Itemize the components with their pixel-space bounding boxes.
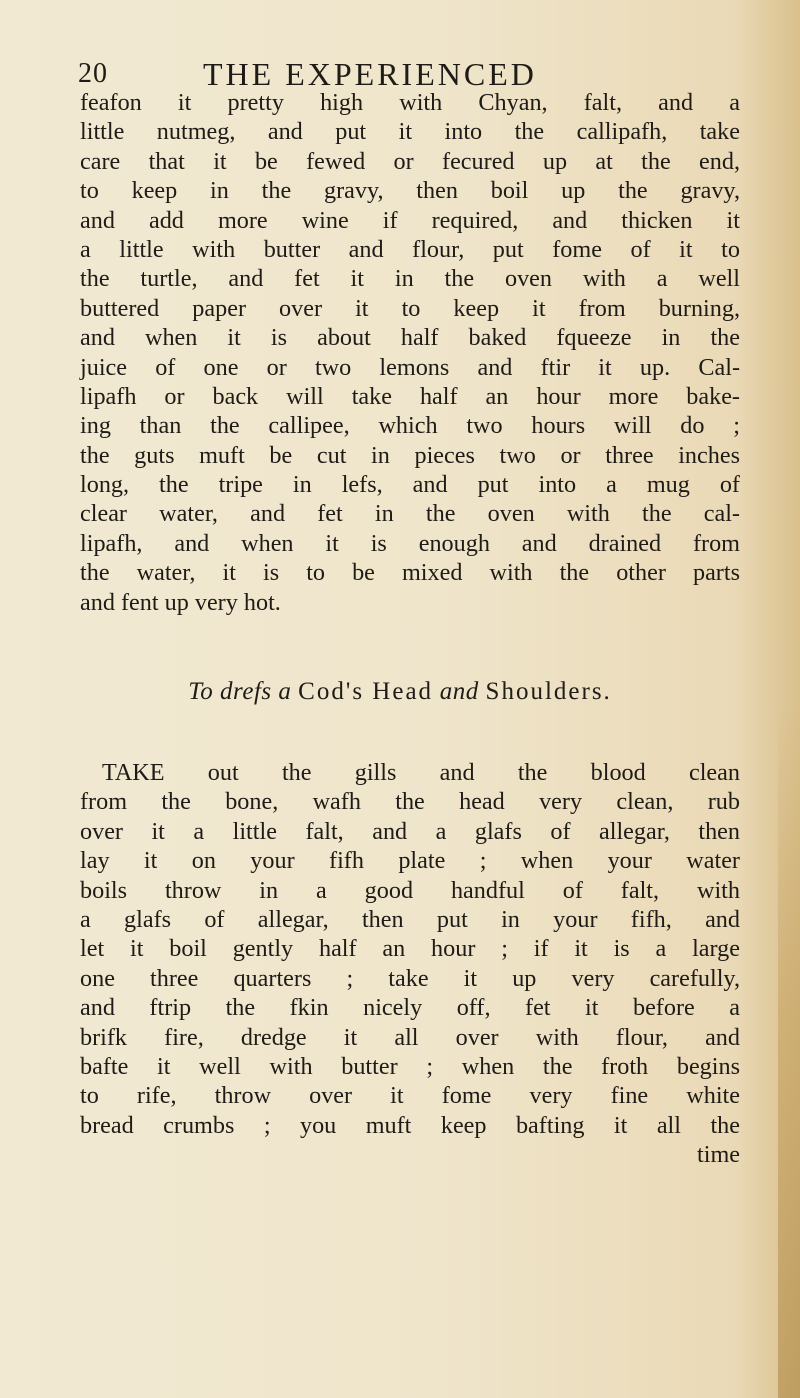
text-line: lipafh or back will take half an hour more bake- [80, 382, 740, 410]
text-line: let it boil gently half an hour ; if it is a large [80, 935, 740, 963]
text-line: and add more wine if required, and thicken it [80, 206, 740, 234]
running-head: THE EXPERIENCED [203, 56, 537, 92]
text-line: one three quarters ; take it up very carefully, [80, 964, 740, 992]
text-line: a glafs of allegar, then put in your fifh, and [80, 905, 740, 933]
text-line: to keep in the gravy, then boil up the gravy, [80, 177, 740, 205]
text-line: lay it on your fifh plate ; when your water [80, 847, 740, 875]
text-line: over it a little falt, and a glafs of allegar, then [80, 817, 740, 845]
paragraph-turtle-continued [80, 88, 740, 617]
page-edge-stain [778, 700, 800, 1398]
text-line: juice of one or two lemons and ftir it up. Cal- [80, 353, 740, 381]
text-line: TAKE out the gills and the blood clean [102, 759, 740, 786]
text-line: and when it is about half baked fqueeze in the [80, 324, 740, 352]
text-line: bread crumbs ; you muft keep bafting it all the [80, 1111, 740, 1139]
text-line: the water, it is to be mixed with the other parts [80, 559, 740, 587]
paragraph-cods-head [80, 758, 740, 1169]
text-line: the turtle, and fet it in the oven with a well [80, 265, 740, 293]
text-line: and ftrip the fkin nicely off, fet it before a [80, 994, 740, 1022]
text-line: lipafh, and when it is enough and drained from [80, 529, 740, 557]
catchword: time [697, 1141, 740, 1169]
text-line: buttered paper over it to keep it from burning, [80, 294, 740, 322]
text-line: the guts muft be cut in pieces two or three inches [80, 441, 740, 469]
heading-shoulders: Shoulders. [485, 678, 612, 705]
text-line: boils throw in a good handful of falt, with [80, 876, 740, 904]
text-line: clear water, and fet in the oven with the cal- [80, 500, 740, 528]
text-line: care that it be fewed or fecured up at the end, [80, 147, 740, 175]
text-line: little nutmeg, and put it into the callipafh, take [80, 118, 740, 146]
text-line: to rife, throw over it fome very fine white [80, 1082, 740, 1110]
text-line: from the bone, wafh the head very clean, rub [80, 788, 740, 816]
text-line: long, the tripe in lefs, and put into a mug of [80, 471, 740, 499]
heading-cods-head: Cod's Head [298, 678, 434, 705]
text-line: brifk fire, dredge it all over with flour, and [80, 1023, 740, 1051]
text-line: feafon it pretty high with Chyan, falt, and a [80, 89, 740, 116]
recipe-heading [0, 678, 800, 706]
text-line: a little with butter and flour, put fome of it to [80, 235, 740, 263]
heading-and: and [439, 678, 479, 705]
page-number: 20 [78, 58, 108, 89]
text-line: bafte it well with butter ; when the froth begins [80, 1052, 740, 1080]
heading-to-dress: To drefs a [188, 678, 292, 705]
text-line: ing than the callipee, which two hours will do ; [80, 412, 740, 440]
text-line: and fent up very hot. [80, 588, 281, 616]
